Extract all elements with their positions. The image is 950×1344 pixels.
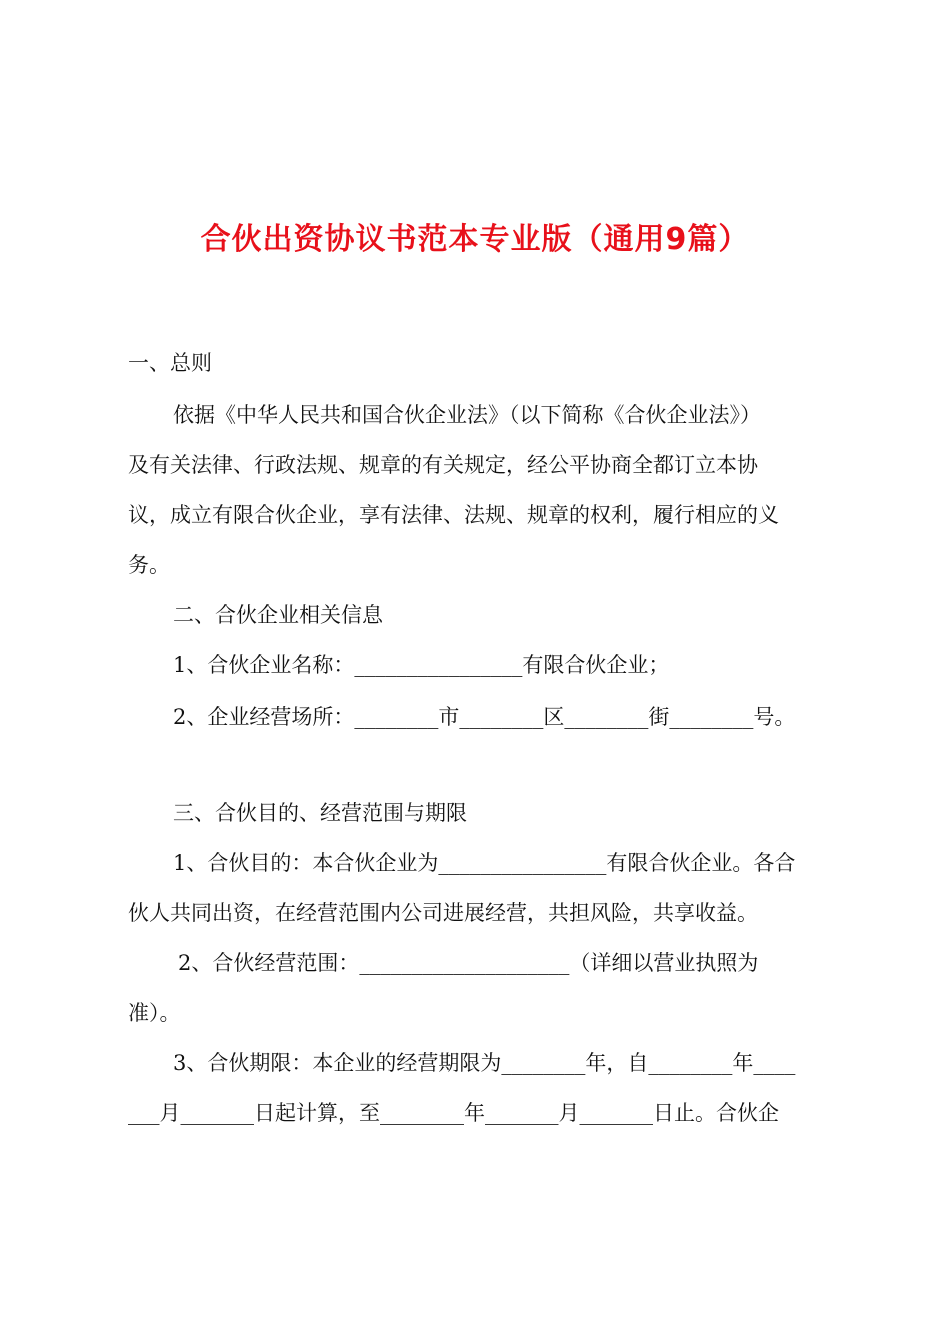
paragraph-line: 务。 — [128, 553, 170, 577]
paragraph-line: 2、合伙经营范围：____________________（详细以营业执照为 — [178, 951, 759, 975]
paragraph-line: 准）。 — [128, 1001, 181, 1025]
paragraph-line: 3、合伙期限：本企业的经营期限为________年，自________年____ — [173, 1051, 796, 1075]
section-heading-general: 一、总则 — [128, 351, 212, 375]
paragraph-line: 议，成立有限合伙企业，享有法律、法规、规章的权利，履行相应的义 — [128, 503, 779, 527]
item-partnership-name: 1、合伙企业名称：________________有限合伙企业； — [173, 653, 670, 677]
paragraph-line: 伙人共同出资，在经营范围内公司进展经营，共担风险，共享收益。 — [128, 901, 758, 925]
item-business-address: 2、企业经营场所：________市________区________街________号。 — [173, 705, 796, 729]
document-title: 合伙出资协议书范本专业版（通用9篇） — [200, 222, 750, 257]
paragraph-line: ___月_______日起计算，至________年_______月_______日止。合伙企 — [128, 1101, 779, 1125]
paragraph-line: 1、合伙目的：本合伙企业为________________有限合伙企业。各合 — [173, 851, 796, 875]
section-heading-partnership-info: 二、合伙企业相关信息 — [173, 603, 383, 627]
section-heading-purpose-scope-term: 三、合伙目的、经营范围与期限 — [173, 801, 467, 825]
paragraph-line: 及有关法律、行政法规、规章的有关规定，经公平协商全都订立本协 — [128, 453, 758, 477]
paragraph-line: 依据《中华人民共和国合伙企业法》（以下简称《合伙企业法》） — [173, 403, 761, 427]
